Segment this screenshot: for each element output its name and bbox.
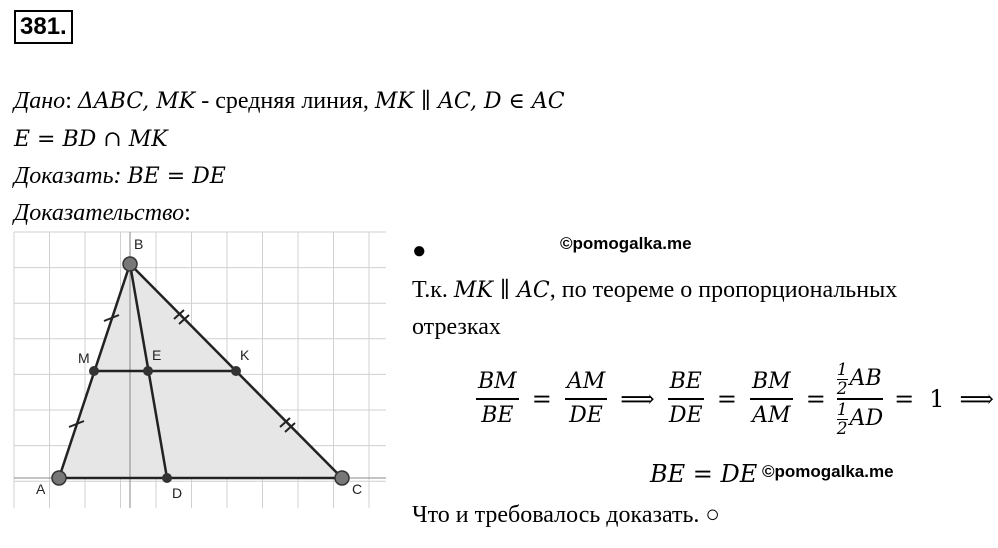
label-k: K — [240, 347, 250, 363]
label-c: C — [352, 481, 363, 497]
fraction-bm-be: $\frac{BM}{BE}$ — [476, 366, 519, 432]
label-a: A — [36, 481, 46, 497]
given-label: Дано — [14, 88, 66, 114]
since-prefix: Т.к. — [412, 277, 454, 303]
label-m: M — [78, 350, 90, 366]
given-line — [14, 86, 565, 117]
point-d — [162, 473, 172, 483]
bullet: ● — [412, 238, 427, 264]
fraction-bm-am: $\frac{BM}{AM}$ — [750, 366, 793, 432]
proof-heading — [14, 198, 191, 228]
fraction-be-de: $\frac{BE}{DE}$ — [668, 366, 704, 432]
conclusion-text: Что и требовалось доказать. ○ — [412, 502, 720, 528]
proof-label: Доказательство — [14, 200, 185, 226]
point-m — [89, 366, 99, 376]
prove-label: Доказать: — [14, 163, 122, 189]
given-math-1: ΔABC, MK — [77, 89, 196, 114]
point-k — [231, 366, 241, 376]
since-line — [412, 275, 897, 306]
given-math-2: MK ∥ AC, D ∈ AC — [374, 89, 565, 114]
prove-statement: BE = DE — [127, 164, 226, 189]
since-suffix: , по теореме о пропорциональных — [549, 277, 898, 303]
given-text: - средняя линия, — [195, 88, 375, 114]
problem-number: 381. — [14, 10, 73, 44]
point-c — [335, 471, 349, 485]
point-e — [143, 366, 153, 376]
prove-line — [14, 161, 226, 192]
given-colon: : — [65, 88, 72, 114]
intersection-definition: E = BD ∩ MK — [14, 127, 168, 152]
since-math: MK ∥ AC — [453, 278, 550, 303]
triangle-figure — [14, 232, 386, 508]
result-formula: BE = DE — [650, 460, 758, 488]
proportion-formula: $\frac{BM}{BE}$ = $\frac{AM}{DE}$ ⟹ $\frac{BE}{DE}$ = $\frac{BM}{AM}$ = $\frac{1}{2}$ AB $\frac{1}{2}$ AD = 1 ⟹ — [478, 359, 994, 439]
fraction-am-de: $\frac{AM}{DE}$ — [565, 366, 607, 432]
proof-colon: : — [184, 200, 191, 226]
since-line-2: отрезках — [412, 314, 501, 340]
label-b: B — [134, 236, 144, 252]
watermark-top: ©pomogalka.me — [560, 234, 692, 253]
given-line-2 — [14, 124, 168, 155]
watermark-bottom: ©pomogalka.me — [762, 462, 894, 481]
point-a — [52, 471, 66, 485]
fraction-half-ab-half-ad: $\frac{1}{2}$ AB $\frac{1}{2}$ AD — [836, 359, 884, 439]
point-b — [123, 257, 137, 271]
label-d: D — [172, 485, 183, 501]
label-e: E — [152, 347, 162, 363]
